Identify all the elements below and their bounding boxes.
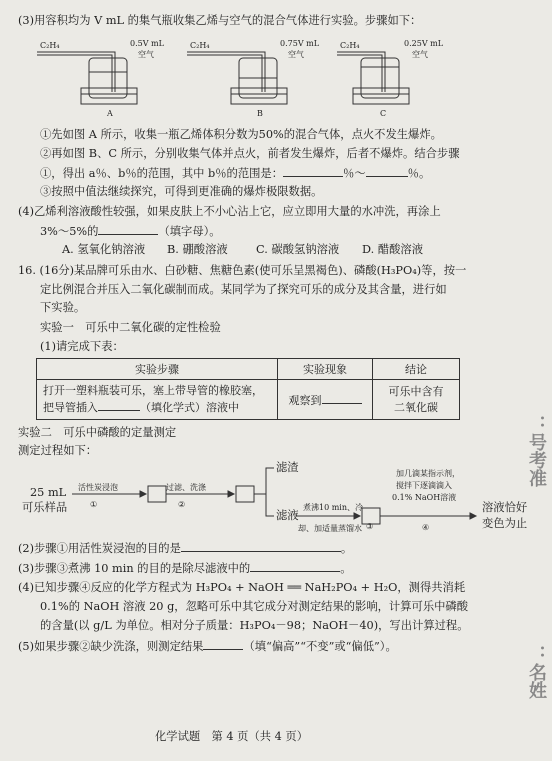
q16-part4-line3: 的含量(以 g/L 为单位。相对分子质量：H₃PO₄－98；NaOH－40)，写出计算过程。 (40, 619, 469, 632)
flow-step4-label-a: 加几滴某指示剂， (396, 469, 460, 478)
apparatus-figure (35, 30, 465, 112)
apparatus-b (187, 52, 287, 104)
answer-blank-q4[interactable] (98, 223, 158, 235)
q3-step2-line1: ②再如图 B、C 所示，分别收集气体并点火，前者发生爆炸，后者不爆炸。结合步骤 (40, 147, 460, 160)
q16-part5: (5)如果步骤②缺少洗涤，则测定结果 （填“偏高”“不变”或“偏低”）。 (18, 640, 397, 653)
gas-label-a: C₂H₄ (40, 41, 60, 50)
experiment-table (36, 358, 460, 420)
flow-step2-label: 过滤、洗涤 (166, 483, 206, 492)
q4-option-b: B. 硼酸溶液 (167, 243, 228, 256)
table-header-step: 实验步骤 (37, 359, 278, 380)
fig-label-a: A (107, 109, 113, 118)
side-label-name: ：名姓 (526, 645, 547, 699)
flow-step2-number: ② (178, 500, 186, 509)
answer-blank-b-low[interactable] (283, 165, 343, 177)
experiment1-title: 实验一 可乐中二氧化碳的定性检验 (40, 321, 221, 334)
q16-line3: 下实验。 (40, 301, 86, 314)
vol-label-b: 0.75V mL (280, 39, 320, 48)
q3-step1: ①先如图 A 所示，收集一瓶乙烯体积分数为50%的混合气体，点火不发生爆炸。 (40, 128, 442, 141)
q4-line1: (4)乙烯利溶液酸性较强，如果皮肤上不小心沾上它，应立即用大量的水冲洗，再涂上 (18, 205, 441, 218)
q4-option-d: D. 醋酸溶液 (362, 243, 424, 256)
apparatus-a (37, 52, 137, 104)
answer-blank-part3[interactable] (250, 560, 340, 572)
answer-blank-part5[interactable] (203, 638, 243, 650)
page-footer: 化学试题 第 4 页（共 4 页） (155, 730, 309, 743)
answer-blank-phenomenon[interactable] (322, 392, 362, 404)
q16-line1: 16. (16分)某品牌可乐由水、白砂糖、焦糖色素(使可乐呈黑褐色)、磷酸(H₃PO₄)等，按一 (18, 264, 467, 277)
answer-blank-b-high[interactable] (366, 165, 408, 177)
table-header-phenomenon: 实验现象 (278, 359, 373, 380)
flow-step3-label-b: 却、加适量蒸馏水 (298, 524, 362, 533)
branch (254, 468, 274, 516)
apparatus-c (337, 52, 409, 104)
q4-line2: 3%～5%的 （填字母）。 (40, 225, 221, 238)
fig-label-b: B (257, 109, 263, 118)
table-phenomenon-cell: 观察到 (278, 380, 373, 420)
flow-end-line1: 溶液恰好 (482, 501, 528, 514)
q4-option-c: C. 碳酸氢钠溶液 (256, 243, 340, 256)
air-label-b: 空气 (288, 50, 304, 59)
q16-part1: (1)请完成下表： (40, 340, 124, 353)
answer-blank-formula[interactable] (98, 399, 140, 411)
flow-step1-label: 活性炭浸泡 (78, 483, 118, 492)
air-label-c: 空气 (412, 50, 428, 59)
flow-end-line2: 变色为止 (482, 517, 528, 530)
q4-option-a: A. 氢氧化钠溶液 (62, 243, 146, 256)
vol-label-a: 0.5V mL (130, 39, 164, 48)
flow-residue: 滤渣 (276, 461, 299, 474)
procedure-label: 测定过程如下： (18, 444, 98, 457)
flow-step3-number: ③ (366, 522, 374, 531)
flow-filtrate: 滤液 (276, 509, 299, 522)
table-step-cell: 打开一塑料瓶装可乐，塞上带导管的橡胶塞， 把导管插入 （填化学式）溶液中 (37, 380, 278, 420)
vol-label-c: 0.25V mL (404, 39, 444, 48)
gas-label-b: C₂H₄ (190, 41, 210, 50)
flow-step4-label-c: 0.1% NaOH溶液 (392, 493, 457, 502)
side-label-exam-number: ：号考准 (526, 415, 547, 487)
experiment2-title: 实验二 可乐中磷酸的定量测定 (18, 426, 177, 439)
gas-label-c: C₂H₄ (340, 41, 360, 50)
fig-label-c: C (380, 109, 387, 118)
box-2 (236, 486, 254, 502)
flow-sample-volume: 25 mL (30, 486, 67, 499)
q3-step3: ③按照中值法继续探究，可得到更准确的爆炸极限数据。 (40, 185, 323, 198)
q16-line2: 定比例混合并压入二氧化碳制而成。某同学为了探究可乐的成分及其含量，进行如 (40, 283, 447, 296)
flow-step1-number: ① (90, 500, 98, 509)
flow-step4-number: ④ (422, 523, 430, 532)
table-header-conclusion: 结论 (373, 359, 460, 380)
air-label-a: 空气 (138, 50, 154, 59)
flow-step4-label-b: 搅拌下逐滴滴入 (396, 481, 452, 490)
q16-part2: (2)步骤①用活性炭浸泡的目的是 。 (18, 542, 353, 555)
q3-line1: (3)用容积均为 V mL 的集气瓶收集乙烯与空气的混合气体进行实验。步骤如下： (18, 14, 422, 27)
q3-step2-line2: ①，得出 a％、b％的范围，其中 b％的范围是： ％～ ％。 (40, 167, 431, 180)
q16-part4-line2: 0.1%的 NaOH 溶液 20 g，忽略可乐中其它成分对测定结果的影响，计算可乐中磷酸 (40, 600, 469, 613)
answer-blank-part2[interactable] (181, 540, 341, 552)
box-1 (148, 486, 166, 502)
flow-sample-name: 可乐样品 (22, 501, 68, 514)
flow-step3-label-a: 煮沸10 min、冷 (303, 503, 364, 512)
q16-part4-line1: (4)已知步骤④反应的化学方程式为 H₃PO₄ + NaOH ══ NaH₂PO₄ + H₂O，测得共消耗 (18, 581, 466, 594)
table-conclusion-cell: 可乐中含有 二氧化碳 (373, 380, 460, 420)
q16-part3: (3)步骤③煮沸 10 min 的目的是除尽滤液中的 。 (18, 562, 352, 575)
